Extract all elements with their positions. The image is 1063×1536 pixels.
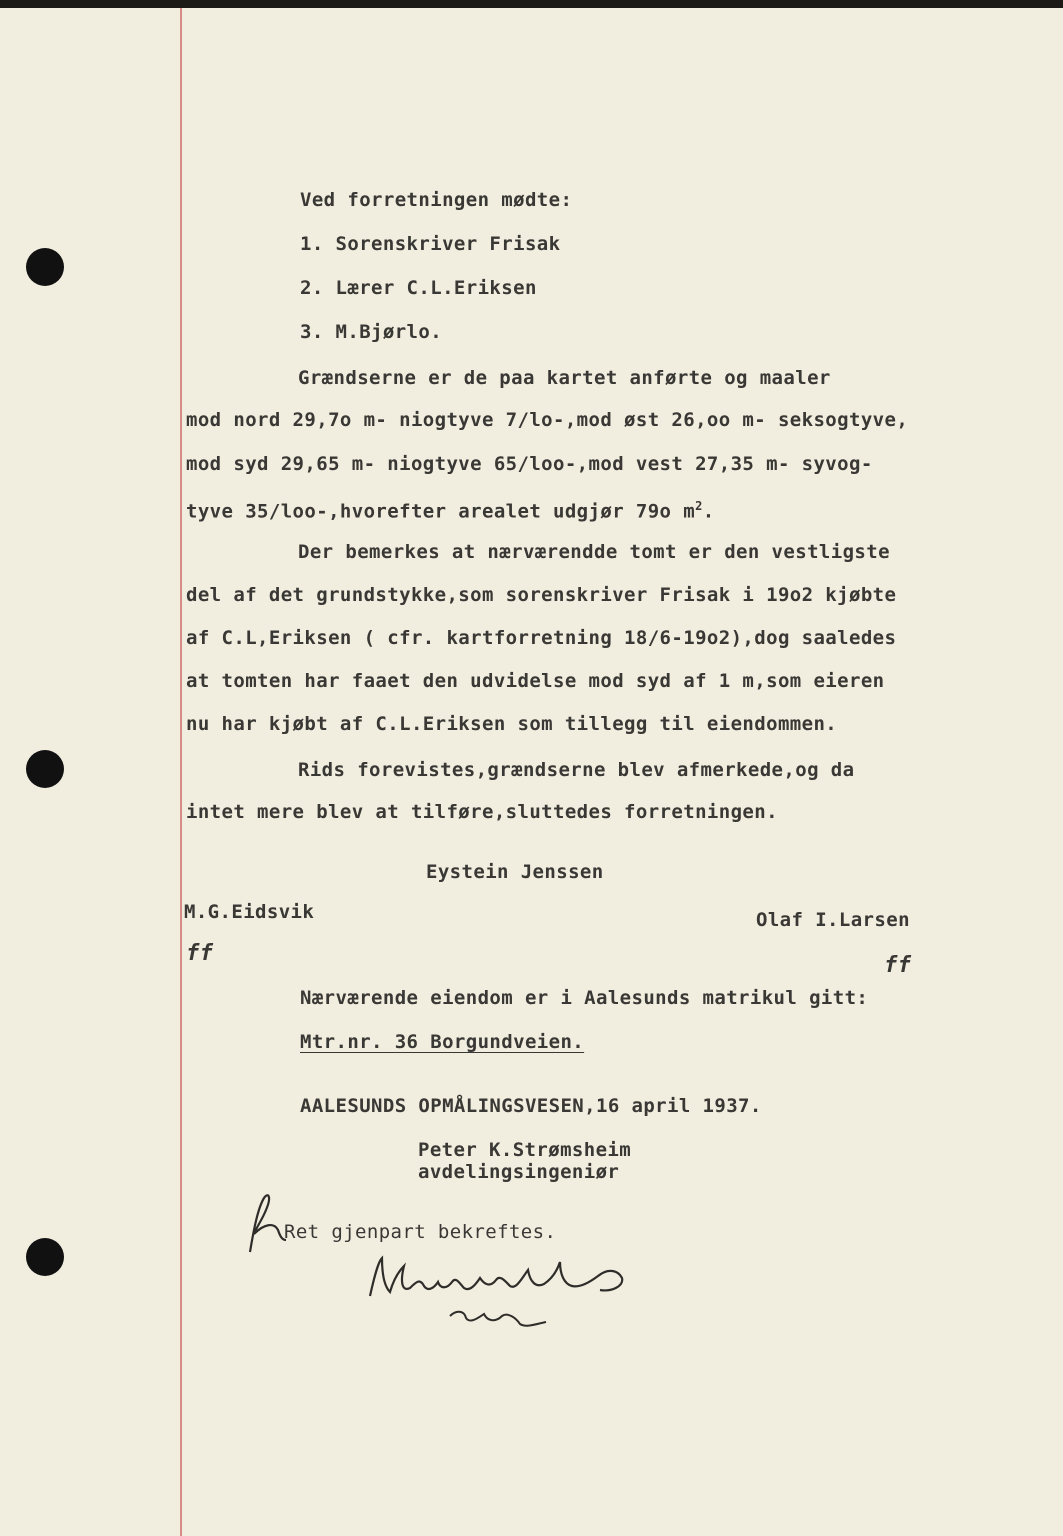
- scan-top-edge: [0, 0, 1063, 8]
- initial-flourish: [244, 1188, 288, 1258]
- punch-hole-top: [26, 248, 64, 286]
- signatory-left-mark: ff: [186, 941, 214, 966]
- officer-title: avdelingsingeniør: [418, 1161, 620, 1183]
- signatory-center: Eystein Jenssen: [426, 861, 604, 883]
- remarks-line-2: del af det grundstykke,som sorenskriver Frisak i 19o2 kjøbte: [186, 584, 897, 606]
- punch-hole-middle: [26, 750, 64, 788]
- boundaries-line-4: [186, 494, 715, 523]
- officer-name: Peter K.Strømsheim: [418, 1139, 632, 1161]
- area-end: .: [702, 500, 715, 523]
- boundaries-line-2: mod nord 29,7o m- niogtyve 7/lo-,mod øst 26,oo m- seksogtyve,: [186, 409, 909, 431]
- margin-rule: [180, 8, 182, 1536]
- remarks-line-3: af C.L,Eriksen ( cfr. kartforretning 18/6-19o2),dog saaledes: [186, 627, 897, 649]
- remarks-line-1: Der bemerkes at nærværendde tomt er den vestligste: [298, 541, 890, 563]
- signatory-left: M.G.Eidsvik: [184, 901, 315, 923]
- boundaries-line-4-text: tyve 35/loo-,hvorefter arealet udgjør 79o m: [186, 500, 696, 523]
- heading: Ved forretningen mødte:: [300, 189, 573, 211]
- document-page: [0, 8, 1063, 1536]
- signatory-right: Olaf I.Larsen: [756, 909, 910, 931]
- signatory-right-mark: ff: [884, 953, 912, 978]
- remarks-line-5: nu har kjøbt af C.L.Eriksen som tillegg til eiendommen.: [186, 713, 838, 735]
- attendee-2: 2. Lærer C.L.Eriksen: [300, 277, 537, 299]
- remarks-line-4: at tomten har faaet den udvidelse mod syd af 1 m,som eieren: [186, 670, 885, 692]
- boundaries-line-3: mod syd 29,65 m- niogtyve 65/loo-,mod vest 27,35 m- syvog-: [186, 453, 873, 475]
- area-superscript: 2: [695, 499, 703, 513]
- registry-statement: Nærværende eiendom er i Aalesunds matrikul gitt:: [300, 987, 869, 1009]
- registry-number: Mtr.nr. 36 Borgundveien.: [300, 1031, 585, 1053]
- handwritten-signature: [360, 1248, 640, 1338]
- closing-line-1: Rids forevistes,grændserne blev afmerkede,og da: [298, 759, 855, 781]
- attendee-1: 1. Sorenskriver Frisak: [300, 233, 561, 255]
- attendee-3: 3. M.Bjørlo.: [300, 321, 443, 343]
- punch-hole-bottom: [26, 1238, 64, 1276]
- certification: Ret gjenpart bekreftes.: [284, 1221, 557, 1243]
- closing-line-2: intet mere blev at tilføre,sluttedes forretningen.: [186, 801, 778, 823]
- boundaries-line-1: Grændserne er de paa kartet anførte og maaler: [298, 367, 831, 389]
- office-line: AALESUNDS OPMÅLINGSVESEN,16 april 1937.: [300, 1095, 762, 1117]
